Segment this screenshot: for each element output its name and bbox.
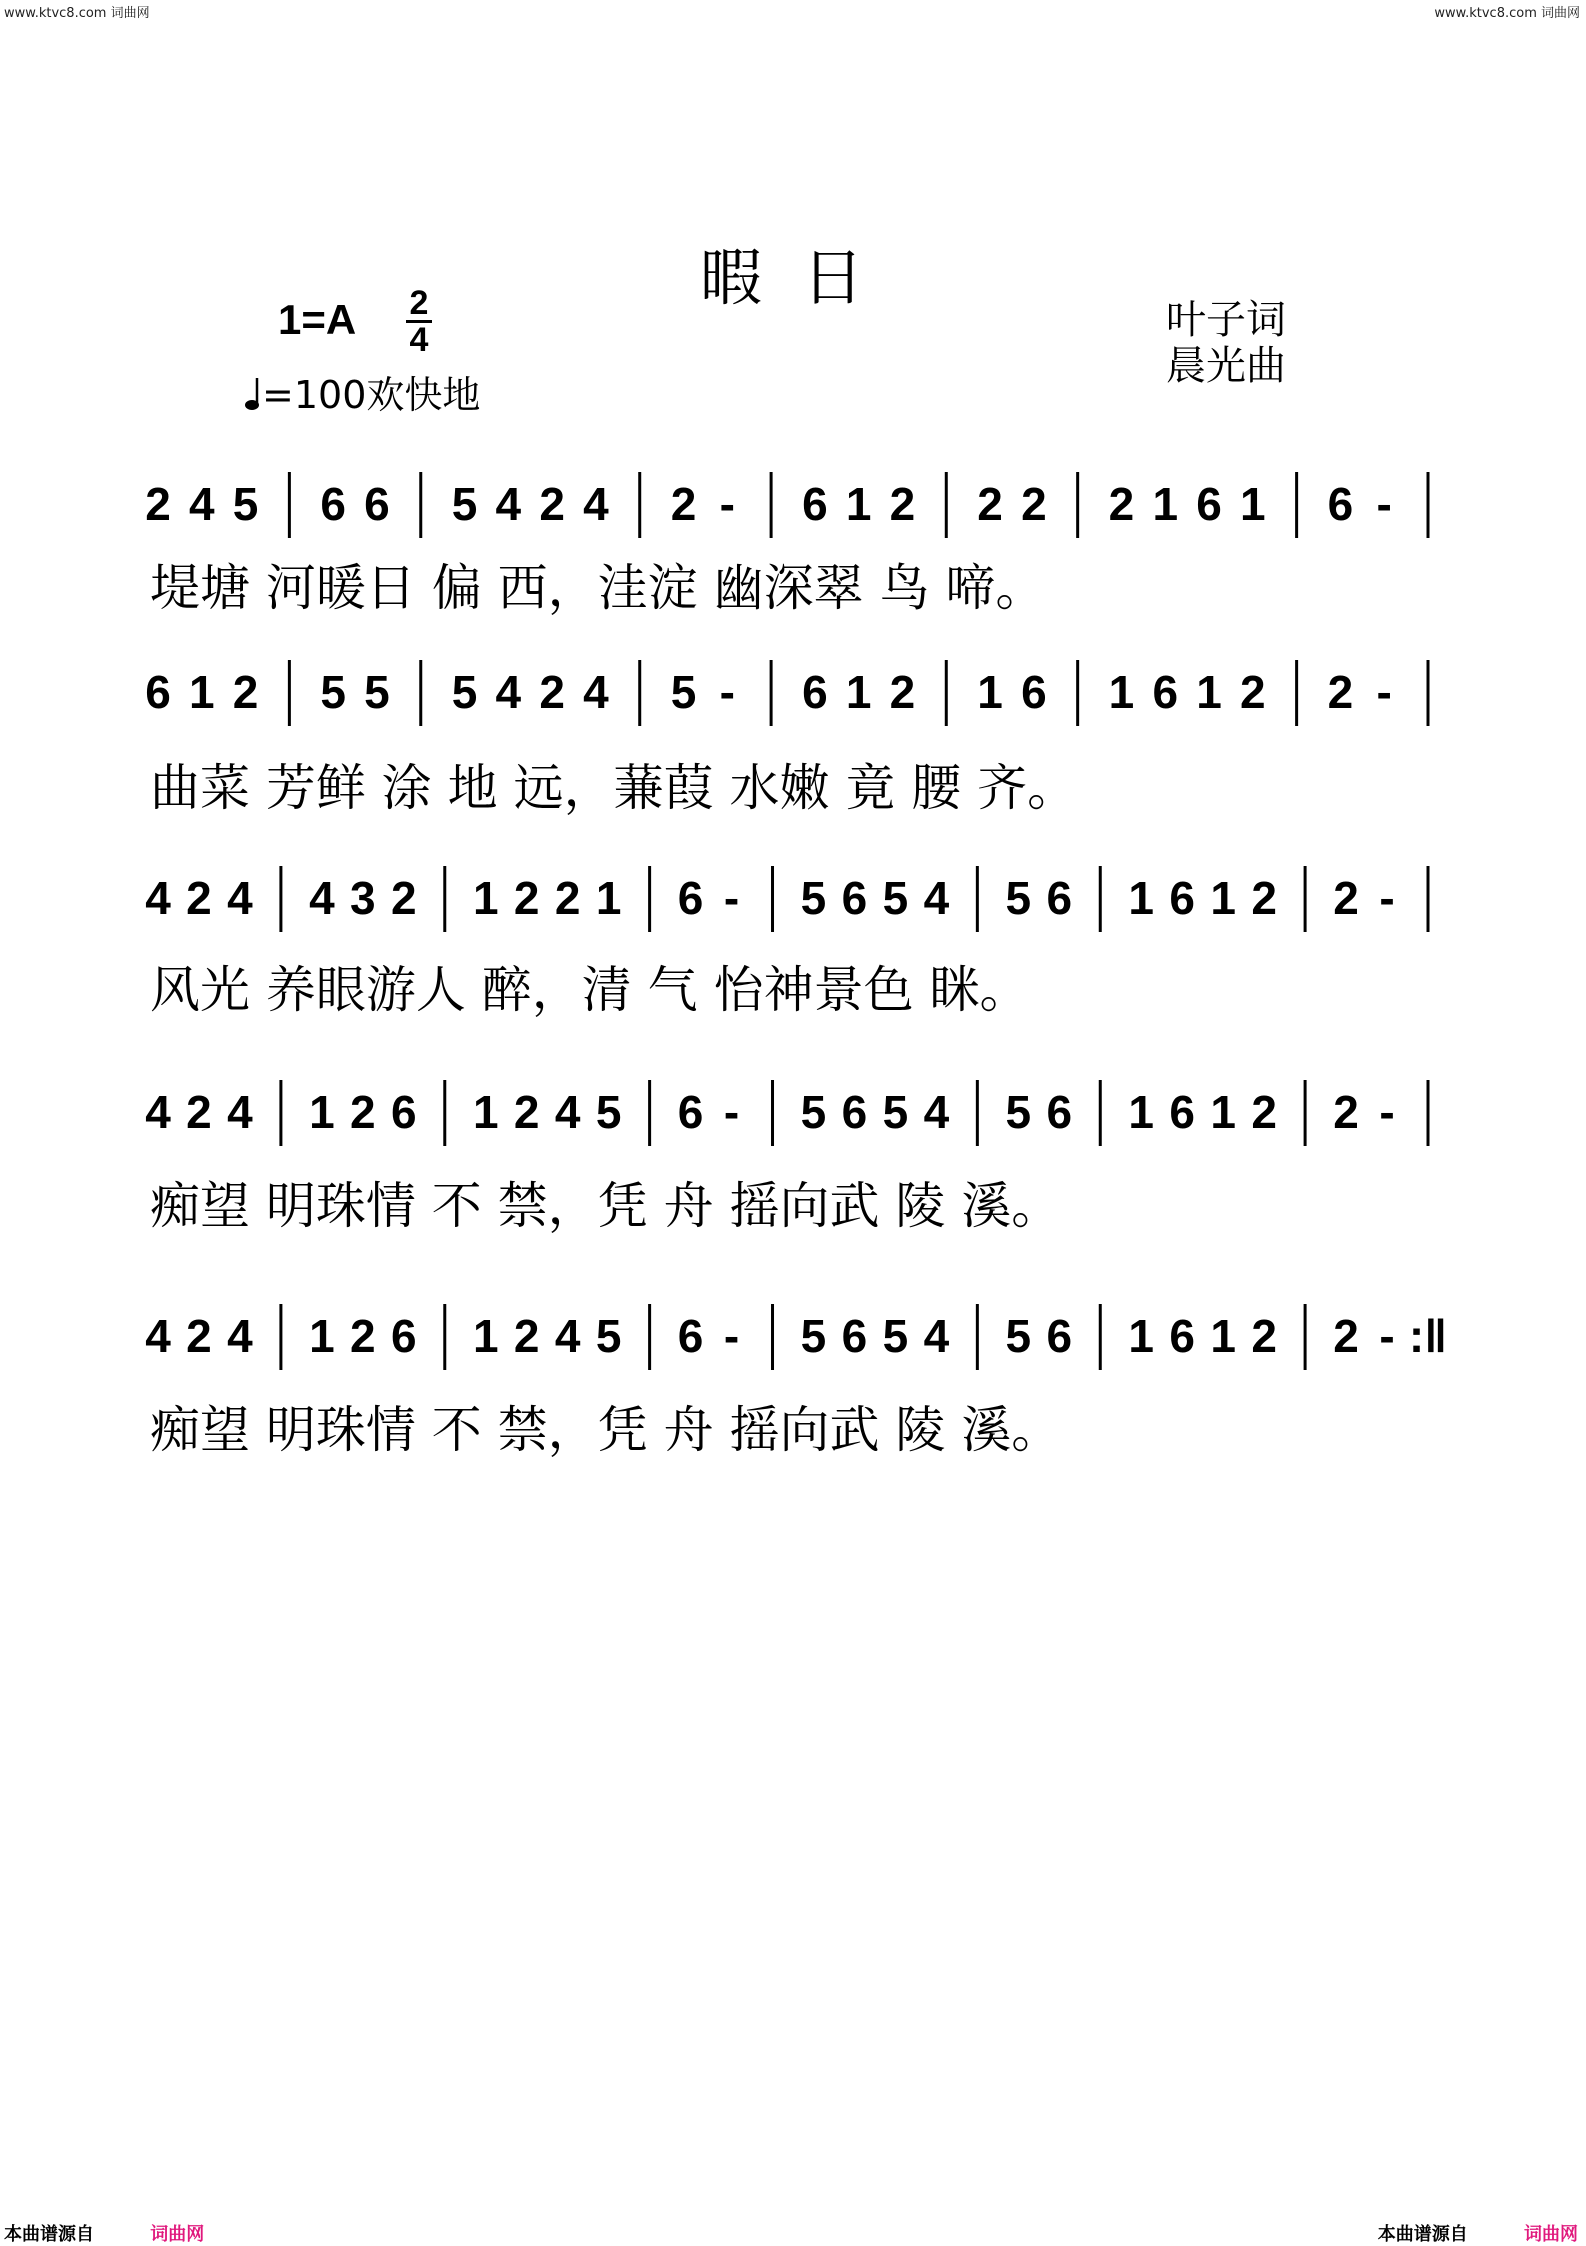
note: 2 xyxy=(186,1310,212,1362)
footer-left-link[interactable]: 词曲网 xyxy=(150,2224,205,2245)
note: 2 xyxy=(889,478,916,530)
note: 4 xyxy=(583,478,609,530)
watermark-left: www.ktvc8.com 词曲网 xyxy=(4,6,150,21)
note: 6 xyxy=(1169,1310,1195,1362)
dash-note: - xyxy=(723,1310,740,1362)
note: 2 xyxy=(1333,1086,1359,1138)
note: 4 xyxy=(145,872,171,924)
note: 6 xyxy=(802,666,828,718)
note: 1 xyxy=(845,666,872,718)
note: 4 xyxy=(145,1086,171,1138)
note: 2 xyxy=(1021,478,1047,530)
note: 2 xyxy=(889,666,916,718)
note: 5 xyxy=(800,872,827,924)
note: 6 xyxy=(1046,872,1073,924)
dash-note: - xyxy=(723,1086,740,1138)
dash-note: - xyxy=(1379,1310,1395,1362)
note: 2 xyxy=(1327,666,1354,718)
note: 5 xyxy=(232,478,259,530)
note: 1 xyxy=(845,478,872,530)
note: 1 xyxy=(595,872,622,924)
note: 4 xyxy=(495,666,522,718)
composer-credit: 晨光曲 xyxy=(1166,343,1286,389)
note: 2 xyxy=(1333,1310,1359,1362)
note: 6 xyxy=(1046,1086,1073,1138)
note: 2 xyxy=(554,872,581,924)
note: 1 xyxy=(1128,872,1155,924)
note: 2 xyxy=(513,872,540,924)
note: 1 xyxy=(472,1086,499,1138)
dash-note: - xyxy=(719,478,735,530)
note: 2 xyxy=(186,872,212,924)
note: 1 xyxy=(472,1310,499,1362)
note: 4 xyxy=(923,1310,950,1362)
note: 5 xyxy=(451,666,478,718)
note: 2 xyxy=(513,1086,540,1138)
note: 2 xyxy=(1251,872,1277,924)
note: 6 xyxy=(841,1310,868,1362)
note: :‖ xyxy=(1408,1310,1448,1362)
note: 5 xyxy=(882,1086,909,1138)
note: 1 xyxy=(1128,1310,1155,1362)
note: 6 xyxy=(1327,478,1354,530)
note: 4 xyxy=(554,1310,581,1362)
note: 6 xyxy=(391,1310,417,1362)
footer-left xyxy=(4,2220,204,2246)
footer-right-link[interactable]: 词曲网 xyxy=(1524,2224,1578,2245)
note: 1 xyxy=(1210,1086,1236,1138)
note: 2 xyxy=(513,1310,540,1362)
note: 1 xyxy=(1210,872,1236,924)
note: 6 xyxy=(677,1310,704,1362)
watermark-right: www.ktvc8.com 词曲网 xyxy=(1434,6,1580,21)
note: 6 xyxy=(1169,1086,1195,1138)
note: 1 xyxy=(309,1310,335,1362)
note: 4 xyxy=(227,1310,253,1362)
lyrics-line-1: 堤塘 河暖日 偏 西，洼淀 幽深翠 鸟 啼。 xyxy=(150,559,1046,617)
note: 5 xyxy=(1005,1086,1032,1138)
note: 2 xyxy=(539,666,565,718)
note: 1 xyxy=(1108,666,1135,718)
dash-note: - xyxy=(723,872,740,924)
note: 2 xyxy=(145,478,171,530)
note: 4 xyxy=(227,1086,253,1138)
note: 1 xyxy=(1196,666,1222,718)
note: 2 xyxy=(391,872,417,924)
note: 1 xyxy=(472,872,499,924)
note: 6 xyxy=(1021,666,1047,718)
dash-note: - xyxy=(1376,478,1392,530)
note: 5 xyxy=(1005,1310,1032,1362)
key-signature: 1=A xyxy=(278,296,357,343)
note: 6 xyxy=(1152,666,1179,718)
note: 1 xyxy=(1240,478,1266,530)
footer-right xyxy=(1378,2220,1578,2246)
note: 6 xyxy=(1046,1310,1073,1362)
note: 2 xyxy=(1108,478,1135,530)
note: 4 xyxy=(309,872,335,924)
note: 6 xyxy=(145,666,171,718)
note: 5 xyxy=(595,1086,622,1138)
note: 1 xyxy=(188,666,215,718)
note: 6 xyxy=(364,478,390,530)
time-signature-top: 2 xyxy=(409,284,429,322)
dash-note: - xyxy=(1379,1086,1395,1138)
lyrics-line-2: 曲菜 芳鲜 涂 地 远，蒹葭 水嫩 竟 腰 齐。 xyxy=(150,759,1078,817)
note: 1 xyxy=(1128,1086,1155,1138)
dash-note: - xyxy=(719,666,735,718)
note: 1 xyxy=(977,666,1003,718)
note: 1 xyxy=(309,1086,335,1138)
note: 5 xyxy=(882,1310,909,1362)
note: 4 xyxy=(495,478,522,530)
note: 2 xyxy=(1240,666,1266,718)
note: 5 xyxy=(882,872,909,924)
note: 4 xyxy=(923,872,950,924)
note: 2 xyxy=(977,478,1003,530)
note: 4 xyxy=(227,872,253,924)
note: 4 xyxy=(188,478,215,530)
note: 6 xyxy=(320,478,346,530)
time-signature-bottom: 4 xyxy=(409,321,429,359)
dash-note: - xyxy=(1379,872,1395,924)
note: 2 xyxy=(1251,1086,1277,1138)
note: 5 xyxy=(595,1310,622,1362)
note: 6 xyxy=(677,872,704,924)
note: 2 xyxy=(350,1310,376,1362)
note: 4 xyxy=(583,666,609,718)
lyricist-credit: 叶子词 xyxy=(1166,297,1286,343)
note: 4 xyxy=(554,1086,581,1138)
footer-right-text: 本曲谱源自 xyxy=(1377,2224,1468,2245)
note: 6 xyxy=(1169,872,1195,924)
note: 5 xyxy=(451,478,478,530)
note: 2 xyxy=(1251,1310,1277,1362)
note: 4 xyxy=(145,1310,171,1362)
note: 1 xyxy=(1152,478,1179,530)
note: 2 xyxy=(539,478,565,530)
note: 5 xyxy=(800,1310,827,1362)
note: 6 xyxy=(802,478,828,530)
note: 5 xyxy=(800,1086,827,1138)
note: 3 xyxy=(350,872,376,924)
note: 2 xyxy=(350,1086,376,1138)
note: 2 xyxy=(670,478,697,530)
note: 6 xyxy=(391,1086,417,1138)
note: 2 xyxy=(232,666,259,718)
note: 5 xyxy=(670,666,697,718)
note: 6 xyxy=(841,872,868,924)
note: 5 xyxy=(364,666,390,718)
footer-left-text: 本曲谱源自 xyxy=(4,2224,94,2245)
note: 6 xyxy=(1196,478,1222,530)
note: 6 xyxy=(841,1086,868,1138)
lyrics-line-3: 风光 养眼游人 醉，清 气 怡神景色 眯。 xyxy=(150,961,1030,1019)
note: 5 xyxy=(320,666,346,718)
note: 1 xyxy=(1210,1310,1236,1362)
note: 2 xyxy=(186,1086,212,1138)
lyrics-line-4: 痴望 明珠情 不 禁，凭 舟 摇向武 陵 溪。 xyxy=(150,1177,1062,1235)
note: 6 xyxy=(677,1086,704,1138)
lyrics-line-5: 痴望 明珠情 不 禁，凭 舟 摇向武 陵 溪。 xyxy=(150,1401,1062,1459)
dash-note: - xyxy=(1376,666,1392,718)
note: 2 xyxy=(1333,872,1359,924)
note: 5 xyxy=(1005,872,1032,924)
note: 4 xyxy=(923,1086,950,1138)
song-title: 暇日 xyxy=(700,241,905,314)
tempo-text: =100欢快地 xyxy=(262,373,481,417)
